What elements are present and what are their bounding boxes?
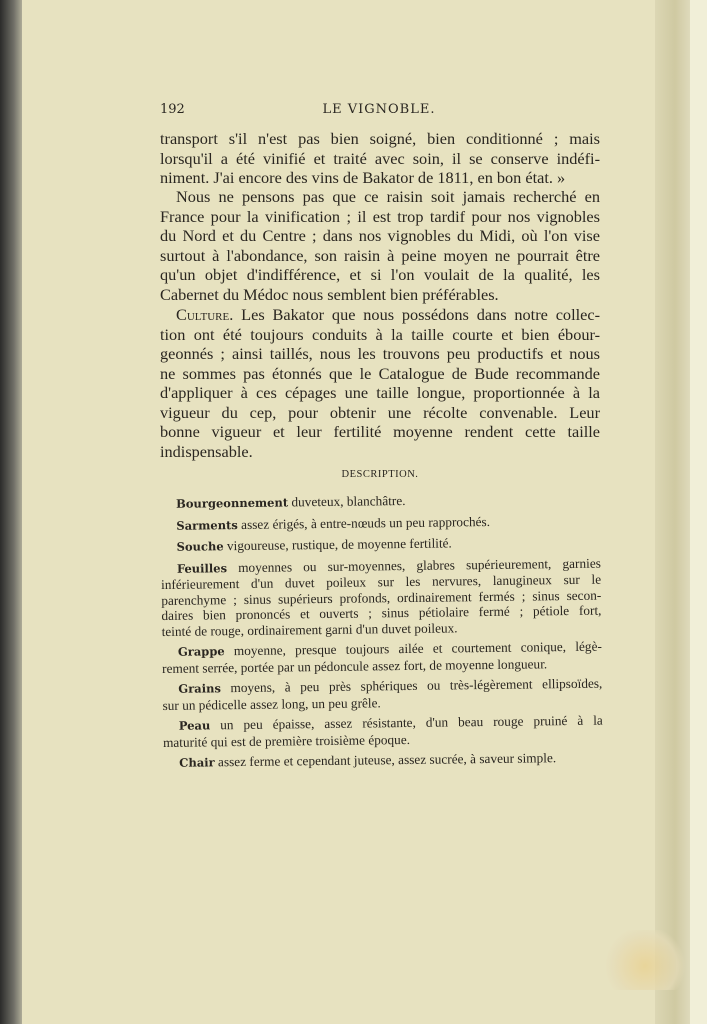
- description-entry: [161, 534, 601, 556]
- description-entry: [161, 555, 602, 639]
- line-text: ne sommes pas étonnés que le Catalogue de Bude recommande: [160, 363, 600, 383]
- text-line: [160, 285, 600, 305]
- description-entry: [160, 512, 600, 534]
- entry-term: Peau: [178, 718, 211, 733]
- line-text: lorsqu'il a été vinifié et traité avec soin, il se conserve indéfi-: [160, 148, 600, 168]
- line-text: un peu épaisse, assez résistante, d'un beau rouge pruiné à la: [210, 712, 603, 733]
- entry-term: Grains: [178, 681, 221, 696]
- line-text: assez ferme et cependant juteuse, assez sucrée, à saveur simple.: [214, 750, 557, 770]
- line-text: assez érigés, à entre-nœuds un peu rapprochés.: [237, 513, 491, 532]
- paragraph-2: [160, 187, 600, 304]
- text-line: [160, 442, 600, 462]
- line-text: parenchyme ; sinus supérieurs profonds, ordinairement fermés ; sinus secon-: [161, 587, 602, 608]
- line-text: daires bien prononcés et ouverts ; sinus pétiolaire fermé ; pétiole fort,: [161, 602, 602, 623]
- text-line: [160, 364, 600, 384]
- text-line: [160, 344, 600, 364]
- text-line: [163, 750, 603, 772]
- running-title: LE VIGNOBLE.: [322, 102, 436, 117]
- description-entry: [163, 713, 603, 750]
- line-text: vigueur du cep, pour obtenir une récolte convenable. Leur: [160, 402, 600, 422]
- book-gutter-shadow: [655, 0, 695, 1024]
- text-line: [160, 187, 600, 207]
- line-text: bonne vigueur et leur fertilité moyenne rendent cette taille: [160, 422, 600, 441]
- entry-term: Chair: [179, 755, 215, 770]
- text-line: [160, 207, 600, 227]
- text-line: [160, 305, 600, 325]
- text-line: [160, 383, 600, 403]
- entry-term: Souche: [176, 539, 224, 554]
- section-lead: Culture.: [176, 305, 234, 324]
- text-line: [160, 325, 600, 345]
- line-text: tion ont été toujours conduits à la taille courte et bien ébour-: [160, 324, 600, 344]
- line-text: qu'un objet d'indifférence, et si l'on voulait de la qualité, les: [160, 265, 600, 284]
- entry-term: Grappe: [177, 644, 225, 659]
- next-page-edge: [690, 0, 707, 1024]
- line-text: d'appliquer à ces cépages une taille longue, proportionnée à la: [160, 383, 600, 402]
- line-text: duveteux, blanchâtre.: [288, 493, 406, 510]
- line-text: transport s'il n'est pas bien soigné, bien conditionné ; mais: [160, 129, 600, 148]
- paragraph-1: [160, 129, 600, 188]
- line-text: sur un pédicelle assez long, un peu grêle.: [162, 694, 381, 713]
- text-line: [160, 226, 600, 246]
- text-line: [160, 149, 600, 169]
- line-text: rement serrée, portée par un pédoncule assez fort, de moyenne longueur.: [162, 655, 548, 676]
- description-title: DESCRIPTION.: [341, 469, 419, 480]
- line-text: surtout à l'abondance, son raisin à peine moyen ne pourrait être: [160, 245, 600, 265]
- description-list: [160, 491, 603, 777]
- description-entry: [162, 639, 602, 676]
- line-text: Nous ne pensons pas que ce raisin soit jamais recherché en: [176, 187, 600, 206]
- entry-term: Sarments: [176, 517, 238, 533]
- text-line: [160, 265, 600, 285]
- line-text: inférieurement d'un duvet poileux sur les nervures, lanugineux sur le: [160, 571, 602, 592]
- entry-term: Bourgeonnement: [176, 495, 289, 511]
- text-line: [160, 403, 600, 423]
- text-line: [160, 422, 600, 442]
- line-text: moyennes ou sur-moyennes, glabres supérieurement, garnies: [226, 555, 601, 575]
- entry-term: Feuilles: [176, 560, 228, 576]
- text-line: [160, 168, 600, 188]
- text-line: [160, 129, 600, 149]
- text-line: [160, 246, 600, 266]
- description-entry: [163, 750, 603, 772]
- line-text: moyens, à peu près sphériques ou très-légèrement ellipsoïdes,: [220, 675, 603, 696]
- paragraph-culture: [160, 305, 600, 461]
- paper-stain: [605, 930, 685, 990]
- line-text: du Nord et du Centre ; dans nos vignobles du Midi, où l'on vise: [160, 226, 600, 245]
- line-text: Les Bakator que nous possédons dans notre collec-: [233, 305, 600, 324]
- text-line: [161, 534, 601, 556]
- text-line: [160, 512, 600, 534]
- line-text: indispensable.: [160, 441, 253, 461]
- page-number: 192: [160, 102, 185, 117]
- line-text: France pour la vinification ; il est trop tardif pour nos vignobles: [160, 206, 600, 226]
- line-text: geonnés ; ainsi taillés, nous les trouvons peu productifs et nous: [160, 344, 600, 363]
- line-text: teinté de rouge, ordinairement garni d'un duvet poileux.: [161, 619, 458, 639]
- line-text: Cabernet du Médoc nous semblent bien préférables.: [160, 284, 499, 304]
- description-entry: [162, 676, 602, 713]
- page-header: [160, 102, 598, 122]
- line-text: maturité qui est de première troisième époque.: [162, 731, 411, 750]
- line-text: moyenne, presque toujours ailée et courtement conique, légè-: [224, 638, 602, 659]
- line-text: niment. J'ai encore des vins de Bakator de 1811, en bon état. »: [160, 168, 566, 187]
- line-text: vigoureuse, rustique, de moyenne fertilité.: [223, 535, 452, 554]
